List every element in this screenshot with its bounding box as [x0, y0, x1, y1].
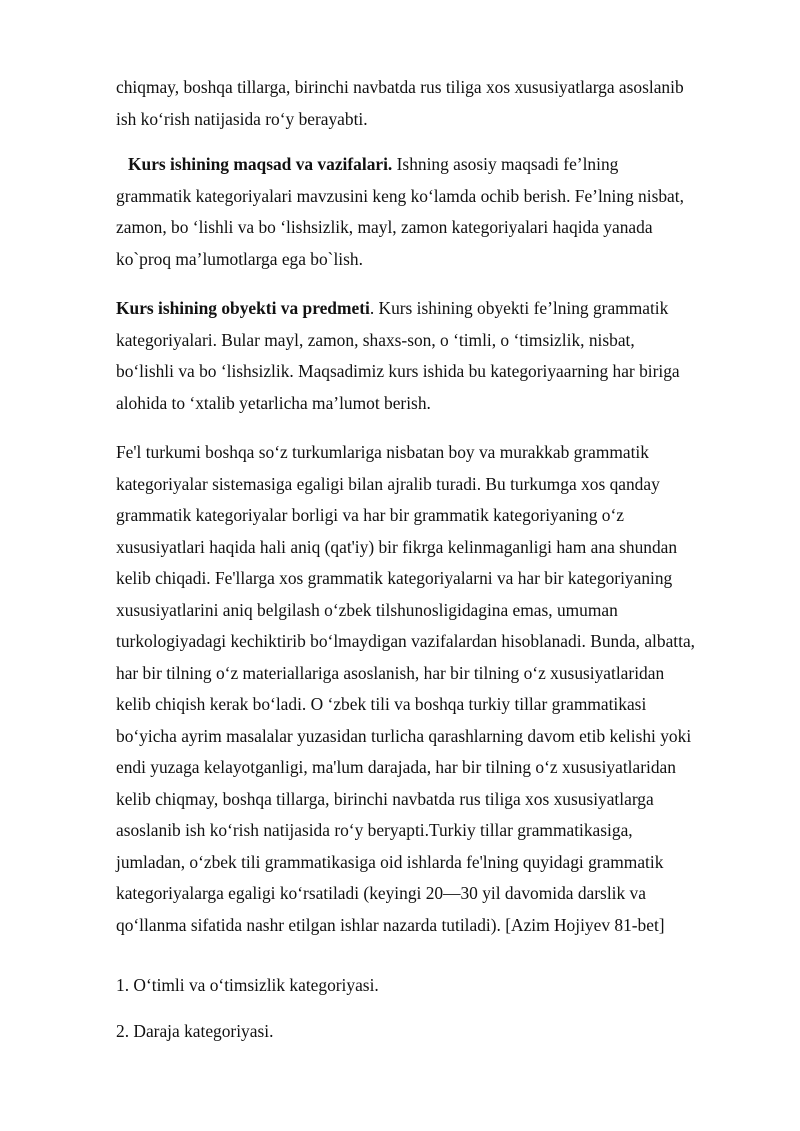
list-item-text: 1. O‘timli va o‘timsizlik kategoriyasi. — [116, 975, 379, 995]
paragraph-main — [116, 437, 746, 941]
text-line: grammatik kategoriyalari mavzusini keng ko‘lamda ochib berish. Fe’lning nisbat, — [116, 185, 684, 206]
text-line: asoslanib ish ko‘rish natijasida ro‘y beryapti.Turkiy tillar grammatikasiga, — [116, 820, 633, 840]
text-line: kelib chiqmay, boshqa tillarga, birinchi navbatda rus tiliga xos xususiyatlarga — [116, 788, 654, 809]
text-line: turkologiyadagi kechiktirib bo‘lmaydigan vazifalardan hisoblanadi. Bunda, albatta, — [116, 631, 696, 651]
text-line: bo‘lishli va bo ‘lishsizlik. Maqsadimiz kurs ishida bu kategoriyaarning har biriga — [116, 361, 680, 381]
text-line: kelib chiqadi. Fe'llarga xos grammatik kategoriyalarni va har bir kategoriyaning — [116, 568, 673, 588]
text-line: endi yuzaga kelayotganligi, ma'lum darajada, har bir tilning o‘z xususiyatlaridan — [116, 757, 676, 777]
goals-heading: Kurs ishining maqsad va vazifalari. — [128, 154, 393, 174]
text-line: ko`proq ma’lumotlarga ega bo`lish. — [116, 248, 363, 269]
paragraph-object — [116, 293, 746, 419]
text-line: kategoriyalarga egaligi ko‘rsatiladi (keyingi 20—30 yil davomida darslik va — [116, 883, 646, 903]
text-line: Fe'l turkumi boshqa so‘z turkumlariga nisbatan boy va murakkab grammatik — [116, 442, 649, 462]
goals-intro-text: Ishning asosiy maqsadi fe’lning — [392, 154, 619, 174]
text-line: qo‘llanma sifatida nashr etilgan ishlar nazarda tutiladi). [Azim Hojiyev 81-bet] — [116, 914, 665, 935]
text-line: grammatik kategoriyalar borligi va har bir grammatik kategoriyaning o‘z — [116, 505, 625, 525]
paragraph-intro-continuation — [116, 72, 746, 135]
text-line: kategoriyalar sistemasiga egaligi bilan ajralib turadi. Bu turkumga xos qanday — [116, 473, 660, 494]
object-heading: Kurs ishining obyekti va predmeti — [116, 298, 370, 318]
text-line: har bir tilning o‘z materiallariga asoslanish, har bir tilning o‘z xususiyatlaridan — [116, 662, 665, 683]
list-item — [116, 970, 746, 1002]
text-line: chiqmay, boshqa tillarga, birinchi navbatda rus tiliga xos xususiyatlarga asoslanib — [116, 77, 684, 97]
text-line: kategoriyalari. Bular mayl, zamon, shaxs-son, o ‘timli, o ‘timsizlik, nisbat, — [116, 329, 635, 350]
text-line: bo‘yicha ayrim masalalar yuzasidan turlicha qarashlarning davom etib kelishi yoki — [116, 725, 692, 746]
text-line: xususiyatlarini aniq belgilash o‘zbek tilshunosligidagina emas, umuman — [116, 599, 618, 620]
text-line: alohida to ‘xtalib yetarlicha ma’lumot berish. — [116, 392, 431, 413]
paragraph-goals — [116, 149, 746, 275]
text-line: kelib chiqish kerak bo‘ladi. O ‘zbek tili va boshqa turkiy tillar grammatikasi — [116, 694, 647, 714]
text-line: xususiyatlari haqida hali aniq (qat'iy) bir fikrga kelinmaganligi ham ana shundan — [116, 536, 678, 557]
text-line — [116, 293, 746, 325]
text-line: ish ko‘rish natijasida ro‘y berayabti. — [116, 108, 368, 129]
text-line: jumladan, o‘zbek tili grammatikasiga oid ishlarda fe'lning quyidagi grammatik — [116, 851, 664, 872]
list-item-text: 2. Daraja kategoriyasi. — [116, 1021, 274, 1041]
text-line: zamon, bo ‘lishli va bo ‘lishsizlik, mayl, zamon kategoriyalari haqida yanada — [116, 217, 653, 237]
list-item — [116, 1016, 746, 1048]
object-intro-text: . Kurs ishining obyekti fe’lning grammatik — [369, 298, 669, 318]
text-line — [116, 149, 746, 181]
